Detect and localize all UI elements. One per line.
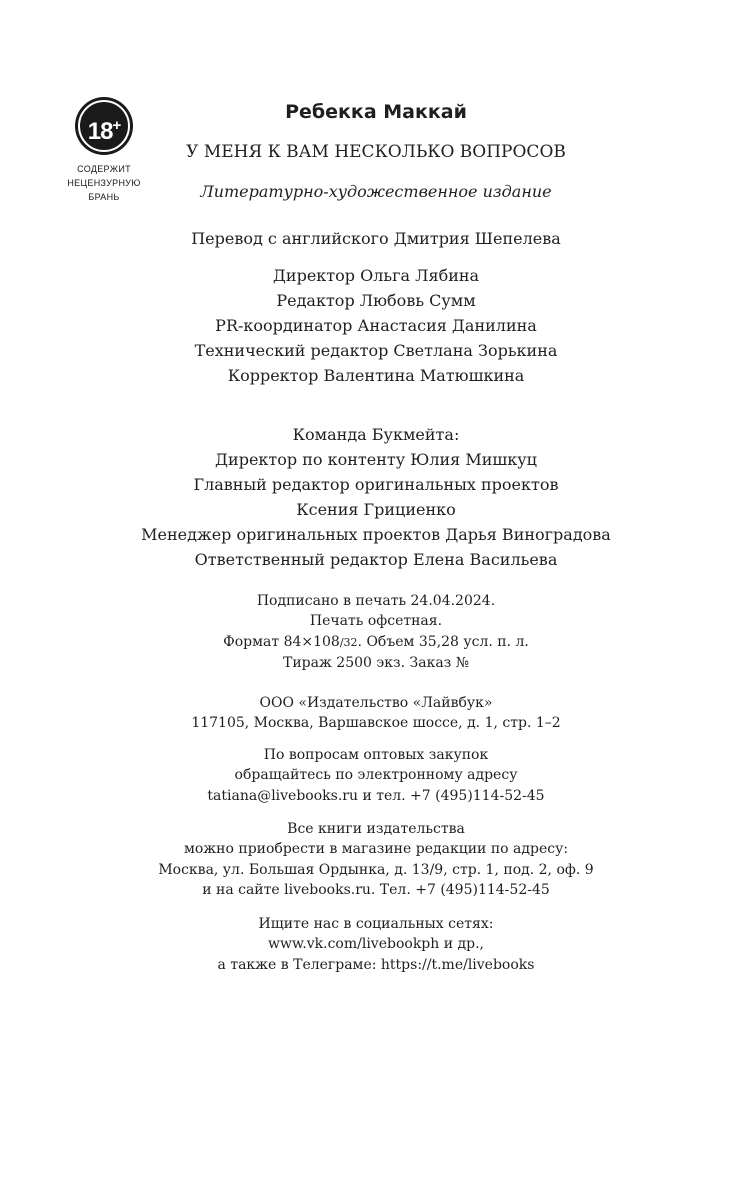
print-info [140, 591, 612, 673]
print-signed: Подписано в печать 24.04.2024. [256, 593, 496, 609]
credit-line: Ксения Грициенко [296, 500, 456, 519]
credit-line: Команда Букмейта: [292, 425, 460, 444]
credit-line: Менеджер оригинальных проектов Дарья Виноградова [141, 525, 611, 544]
store-info: Все книги издательства можно приобрести в магазине редакции по адресу: Москва, ул. Большая Ордынка, д. 13/9, стр. 1, под. 2, оф. 9 и на сайте livebooks.ru. Тел. +7 (495)114-52-45 [158, 821, 594, 898]
print-type: Печать офсетная. [309, 613, 443, 630]
credit-line: Корректор Валентина Матюшкина [227, 366, 525, 385]
age-rating-badge [58, 97, 150, 204]
credit-line: Главный редактор оригинальных проектов [193, 475, 559, 494]
age-rating-circle [75, 97, 133, 155]
bookmate-team-credits [140, 422, 612, 572]
credit-line: Ответственный редактор Елена Васильева [194, 550, 558, 569]
publisher-info: ООО «Издательство «Лайвбук» 117105, Москва, Варшавское шоссе, д. 1, стр. 1–2 [191, 695, 561, 732]
social-links: Ищите нас в социальных сетях: www.vk.com/livebookph и др., а также в Телеграме: https://t.me/livebooks [217, 916, 535, 973]
print-format: Формат 84×108/32. Объем 35,28 усл. п. л. [223, 633, 529, 650]
print-run: Тираж 2500 экз. Заказ № [282, 654, 469, 671]
translation-credit: Перевод с английского Дмитрия Шепелева [191, 229, 561, 248]
credit-line: Редактор Любовь Сумм [276, 291, 476, 310]
age-rating-caption: СОДЕРЖИТ НЕЦЕНЗУРНУЮ БРАНЬ [67, 164, 141, 202]
credit-line: Директор по контенту Юлия Мишкуц [215, 450, 537, 469]
credit-line: PR-координатор Анастасия Данилина [215, 316, 537, 335]
staff-credits [140, 263, 612, 388]
book-author: Ребекка Маккай [285, 101, 467, 123]
book-genre: Литературно-художественное издание [200, 182, 552, 201]
credit-line: Технический редактор Светлана Зорькина [194, 341, 558, 360]
wholesale-contact: По вопросам оптовых закупок обращайтесь по электронному адресу tatiana@livebooks.ru и тел. +7 (495)114-52-45 [207, 747, 545, 804]
book-title: У МЕНЯ К ВАМ НЕСКОЛЬКО ВОПРОСОВ [186, 142, 566, 162]
credit-line: Директор Ольга Лябина [272, 266, 480, 285]
age-rating-number: 18+ [87, 117, 121, 145]
